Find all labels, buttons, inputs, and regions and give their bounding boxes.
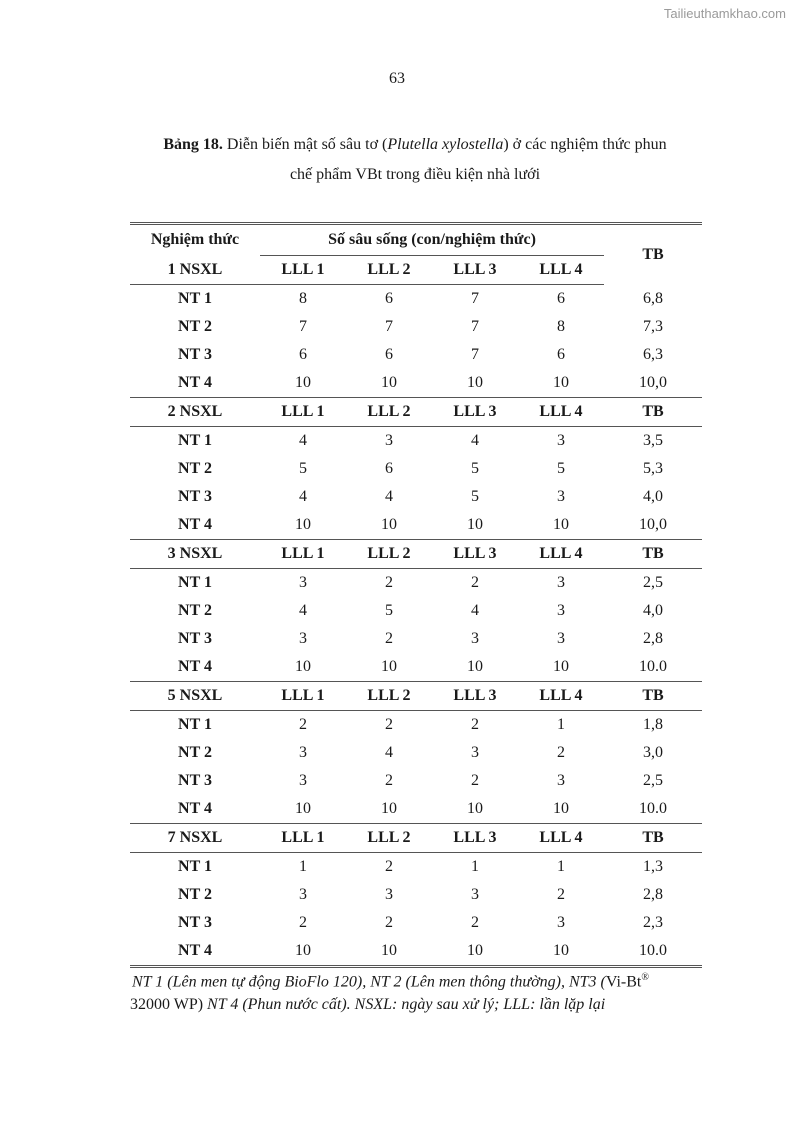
- group-header-row: [130, 540, 702, 569]
- count-cell: 10: [553, 516, 569, 533]
- count-cell: 2: [471, 914, 479, 931]
- treatment-label: NT 4: [178, 942, 212, 959]
- count-cell: 1: [299, 858, 307, 875]
- group-mean-label: TB: [604, 540, 702, 569]
- mean-cell: 2,5: [643, 574, 663, 591]
- count-cell: 6: [557, 290, 565, 307]
- count-cell: 10: [295, 374, 311, 391]
- mean-cell: 2,8: [643, 886, 663, 903]
- rep-label: LLL 1: [260, 824, 346, 853]
- table-row: [130, 313, 702, 341]
- footnote-line-2: [130, 993, 732, 1016]
- count-cell: 1: [471, 858, 479, 875]
- rep-label: LLL 3: [432, 824, 518, 853]
- mean-cell: 5,3: [643, 460, 663, 477]
- rep-label: LLL 2: [346, 540, 432, 569]
- mean-cell: 10.0: [639, 658, 667, 675]
- table-caption: [110, 130, 720, 190]
- count-cell: 5: [557, 460, 565, 477]
- treatment-label: NT 4: [178, 658, 212, 675]
- count-cell: 3: [557, 772, 565, 789]
- mean-cell: 1,8: [643, 716, 663, 733]
- treatment-label: NT 2: [178, 318, 212, 335]
- count-cell: 3: [385, 886, 393, 903]
- count-cell: 6: [299, 346, 307, 363]
- count-cell: 3: [557, 914, 565, 931]
- caption-text-after: ) ở các nghiệm thức phun: [503, 136, 667, 153]
- rep-label: LLL 2: [346, 682, 432, 711]
- rep-label: LLL 4: [518, 256, 604, 285]
- count-cell: 10: [381, 374, 397, 391]
- treatment-label: NT 1: [178, 574, 212, 591]
- group-mean-label: TB: [604, 682, 702, 711]
- caption-label: Bảng 18.: [163, 136, 223, 153]
- caption-text-before: Diễn biến mật số sâu tơ (: [222, 136, 388, 153]
- rep-label: LLL 3: [432, 398, 518, 427]
- caption-line-1: [110, 130, 720, 160]
- count-cell: 3: [299, 744, 307, 761]
- mean-cell: 2,5: [643, 772, 663, 789]
- treatment-label: NT 1: [178, 858, 212, 875]
- count-cell: 10: [295, 800, 311, 817]
- count-cell: 3: [557, 630, 565, 647]
- mean-cell: 6,8: [643, 289, 663, 307]
- count-cell: 7: [385, 318, 393, 335]
- count-cell: 1: [557, 716, 565, 733]
- count-cell: 4: [299, 602, 307, 619]
- data-table: [130, 222, 702, 968]
- table-row: [130, 711, 702, 740]
- count-cell: 10: [467, 942, 483, 959]
- table-row: [130, 653, 702, 682]
- table-row: [130, 427, 702, 456]
- count-cell: 5: [471, 460, 479, 477]
- mean-cell: 1,3: [643, 858, 663, 875]
- treatment-label: NT 3: [178, 630, 212, 647]
- rep-label: LLL 1: [260, 682, 346, 711]
- count-cell: 3: [471, 744, 479, 761]
- rep-label: LLL 4: [518, 540, 604, 569]
- mean-cell: 3,0: [643, 744, 663, 761]
- group-day: 2 NSXL: [130, 398, 260, 427]
- count-cell: 3: [471, 886, 479, 903]
- mean-cell: 10,0: [639, 374, 667, 391]
- group-day: 5 NSXL: [130, 682, 260, 711]
- count-cell: 7: [471, 290, 479, 307]
- count-cell: 7: [471, 346, 479, 363]
- count-cell: 4: [385, 488, 393, 505]
- count-cell: 5: [299, 460, 307, 477]
- rep-label: LLL 1: [260, 540, 346, 569]
- group-day: 3 NSXL: [130, 540, 260, 569]
- table-row: [130, 483, 702, 511]
- footnote: [132, 966, 732, 1016]
- footnote-part1: NT 1 (Lên men tự động BioFlo 120), NT 2 (Lên men thông thường), NT3 (: [132, 973, 606, 991]
- count-cell: 3: [557, 574, 565, 591]
- table-row: [130, 853, 702, 882]
- rep-label: LLL 2: [346, 398, 432, 427]
- treatment-label: NT 1: [178, 716, 212, 733]
- group-header-row: [130, 682, 702, 711]
- count-cell: 3: [557, 432, 565, 449]
- count-cell: 4: [471, 602, 479, 619]
- rep-label: LLL 4: [518, 824, 604, 853]
- mean-cell: 10.0: [639, 942, 667, 959]
- treatment-label: NT 4: [178, 374, 212, 391]
- table-row: [130, 881, 702, 909]
- table-row: [130, 369, 702, 398]
- rep-label: LLL 2: [346, 824, 432, 853]
- count-cell: 10: [467, 374, 483, 391]
- count-cell: 6: [385, 290, 393, 307]
- rep-label: LLL 4: [518, 682, 604, 711]
- count-cell: 10: [467, 516, 483, 533]
- count-cell: 4: [385, 744, 393, 761]
- table-row: [130, 455, 702, 483]
- count-cell: 7: [471, 318, 479, 335]
- treatment-label: NT 3: [178, 772, 212, 789]
- count-cell: 2: [471, 574, 479, 591]
- treatment-label: NT 2: [178, 602, 212, 619]
- group-header-row: [130, 824, 702, 853]
- count-cell: 2: [385, 772, 393, 789]
- rep-label: LLL 3: [432, 682, 518, 711]
- treatment-label: NT 3: [178, 914, 212, 931]
- count-cell: 10: [553, 658, 569, 675]
- rep-label: LLL 4: [518, 398, 604, 427]
- count-cell: 3: [299, 886, 307, 903]
- caption-line-2: chế phẩm VBt trong điều kiện nhà lưới: [289, 166, 541, 183]
- count-cell: 3: [557, 488, 565, 505]
- mean-cell: 4,0: [643, 488, 663, 505]
- treatment-label: NT 2: [178, 886, 212, 903]
- group-mean-label: TB: [604, 398, 702, 427]
- page-number: 63: [389, 70, 405, 87]
- footnote-line-1: [132, 966, 732, 993]
- mean-cell: 10.0: [639, 800, 667, 817]
- count-cell: 4: [299, 488, 307, 505]
- table-row: [130, 795, 702, 824]
- count-cell: 4: [299, 432, 307, 449]
- count-cell: 10: [381, 516, 397, 533]
- count-cell: 2: [299, 716, 307, 733]
- footnote-part3: NT 4 (Phun nước cất). NSXL: ngày sau xử lý; LLL: lần lặp lại: [203, 996, 606, 1014]
- count-cell: 10: [553, 800, 569, 817]
- count-cell: 2: [385, 716, 393, 733]
- mean-cell: 7,3: [643, 318, 663, 335]
- header-row: [130, 224, 702, 256]
- rep-label: LLL 3: [432, 256, 518, 285]
- footnote-part2: 32000 WP): [130, 996, 204, 1014]
- count-cell: 10: [295, 516, 311, 533]
- count-cell: 8: [299, 290, 307, 307]
- count-cell: 6: [385, 346, 393, 363]
- count-cell: 6: [557, 346, 565, 363]
- count-cell: 2: [385, 858, 393, 875]
- count-cell: 2: [557, 886, 565, 903]
- mean-cell: 4,0: [643, 602, 663, 619]
- header-treatment: Nghiệm thức: [150, 231, 240, 249]
- treatment-label: NT 1: [178, 432, 212, 449]
- count-cell: 7: [299, 318, 307, 335]
- table-row: [130, 285, 702, 314]
- count-cell: 2: [385, 630, 393, 647]
- count-cell: 10: [467, 658, 483, 675]
- table-row: [130, 909, 702, 937]
- rep-label: LLL 2: [346, 256, 432, 285]
- mean-cell: 2,8: [643, 630, 663, 647]
- count-cell: 3: [385, 432, 393, 449]
- treatment-label: NT 4: [178, 516, 212, 533]
- count-cell: 10: [381, 800, 397, 817]
- count-cell: 10: [467, 800, 483, 817]
- count-cell: 10: [295, 658, 311, 675]
- count-cell: 10: [553, 942, 569, 959]
- treatment-label: NT 3: [178, 346, 212, 363]
- header-group: Số sâu sống (con/nghiệm thức): [260, 224, 604, 256]
- footnote-product: Vi-Bt: [605, 973, 642, 991]
- mean-cell: 6,3: [643, 346, 663, 363]
- count-cell: 3: [299, 630, 307, 647]
- group-header-row: [130, 398, 702, 427]
- mean-cell: 10,0: [639, 516, 667, 533]
- count-cell: 3: [471, 630, 479, 647]
- treatment-label: NT 4: [178, 800, 212, 817]
- count-cell: 5: [471, 488, 479, 505]
- mean-cell: 3,5: [643, 432, 663, 449]
- group-day: 1 NSXL: [130, 256, 260, 285]
- count-cell: 3: [557, 602, 565, 619]
- group-day: 7 NSXL: [130, 824, 260, 853]
- count-cell: 10: [295, 942, 311, 959]
- count-cell: 3: [299, 772, 307, 789]
- treatment-label: NT 3: [178, 488, 212, 505]
- count-cell: 2: [385, 574, 393, 591]
- table-row: [130, 341, 702, 369]
- count-cell: 1: [557, 858, 565, 875]
- count-cell: 10: [381, 658, 397, 675]
- treatment-label: NT 2: [178, 744, 212, 761]
- count-cell: 3: [299, 574, 307, 591]
- mean-cell: 2,3: [643, 914, 663, 931]
- table-row: [130, 739, 702, 767]
- count-cell: 2: [557, 744, 565, 761]
- count-cell: 2: [471, 716, 479, 733]
- table-row: [130, 767, 702, 795]
- header-mean: TB: [642, 245, 664, 263]
- group-mean-label: TB: [604, 824, 702, 853]
- count-cell: 2: [385, 914, 393, 931]
- table-row: [130, 511, 702, 540]
- count-cell: 4: [471, 432, 479, 449]
- count-cell: 2: [471, 772, 479, 789]
- treatment-label: NT 2: [178, 460, 212, 477]
- table-row: [130, 569, 702, 598]
- watermark: Tailieuthamkhao.com: [663, 6, 786, 21]
- count-cell: 2: [299, 914, 307, 931]
- rep-label: LLL 1: [260, 398, 346, 427]
- footnote-reg-mark: ®: [641, 972, 649, 983]
- caption-species: Plutella xylostella: [387, 136, 504, 153]
- rep-label: LLL 1: [260, 256, 346, 285]
- count-cell: 5: [385, 602, 393, 619]
- count-cell: 10: [381, 942, 397, 959]
- table-row: [130, 597, 702, 625]
- table-row: [130, 625, 702, 653]
- treatment-label: NT 1: [178, 290, 212, 307]
- rep-label: LLL 3: [432, 540, 518, 569]
- table-row: [130, 937, 702, 967]
- count-cell: 6: [385, 460, 393, 477]
- count-cell: 10: [553, 374, 569, 391]
- count-cell: 8: [557, 318, 565, 335]
